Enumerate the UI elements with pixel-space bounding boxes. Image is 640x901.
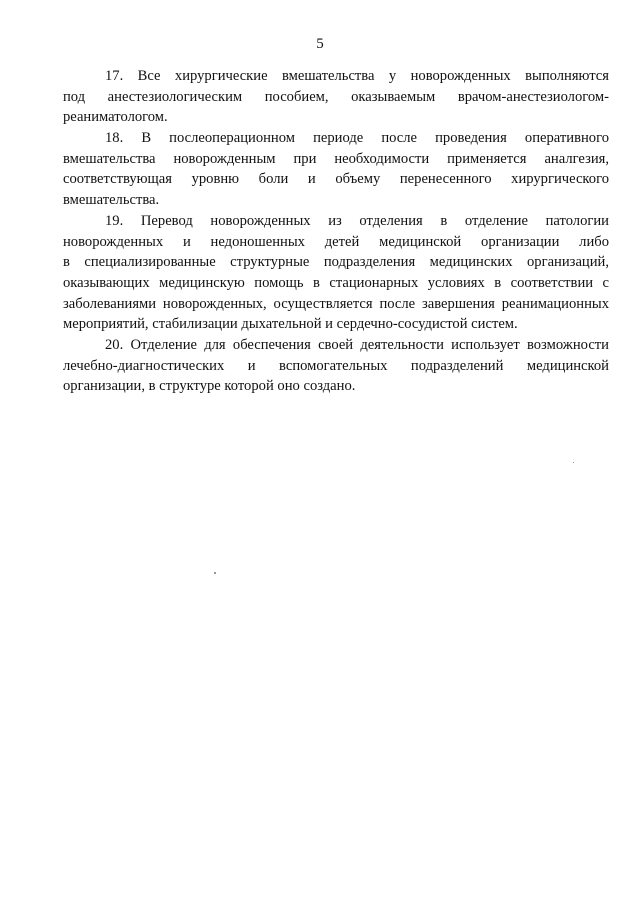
text-line: вмешательства. xyxy=(63,192,160,209)
text-line: соответствующая уровню боли и объему перенесенного хирургического xyxy=(63,171,609,188)
text-line: в специализированные структурные подразделения медицинских организаций, xyxy=(63,254,609,271)
text-line: заболеваниями новорожденных, осуществляется после завершения реанимационных xyxy=(63,295,609,312)
text-line: 20. Отделение для обеспечения своей деятельности использует возможности xyxy=(105,336,609,353)
paragraph-17 xyxy=(63,66,609,128)
paragraph-19 xyxy=(63,211,609,335)
paragraph-18 xyxy=(63,128,609,211)
text-line: оказывающих медицинскую помощь в стационарных условиях в соответствии с xyxy=(63,274,609,291)
scan-speck xyxy=(214,572,216,574)
text-line: вмешательства новорожденным при необходимости применяется аналгезия, xyxy=(63,150,609,167)
text-line: организации, в структуре которой оно создано. xyxy=(63,378,356,395)
text-line: мероприятий, стабилизации дыхательной и сердечно-сосудистой систем. xyxy=(63,316,518,333)
document-body xyxy=(63,66,609,397)
text-line: новорожденных и недоношенных детей медицинской организации либо xyxy=(63,233,609,250)
text-line: под анестезиологическим пособием, оказываемым врачом-анестезиологом- xyxy=(63,88,609,105)
page-number: 5 xyxy=(316,36,324,52)
text-line: лечебно-диагностических и вспомогательных подразделений медицинской xyxy=(63,357,609,374)
text-line: 18. В послеоперационном периоде после проведения оперативного xyxy=(105,130,609,147)
text-line: 17. Все хирургические вмешательства у новорожденных выполняются xyxy=(105,68,609,84)
scan-speck xyxy=(573,462,574,463)
text-line: 19. Перевод новорожденных из отделения в отделение патологии xyxy=(105,212,609,229)
paragraph-20 xyxy=(63,335,609,397)
text-line: реаниматологом. xyxy=(63,109,168,126)
